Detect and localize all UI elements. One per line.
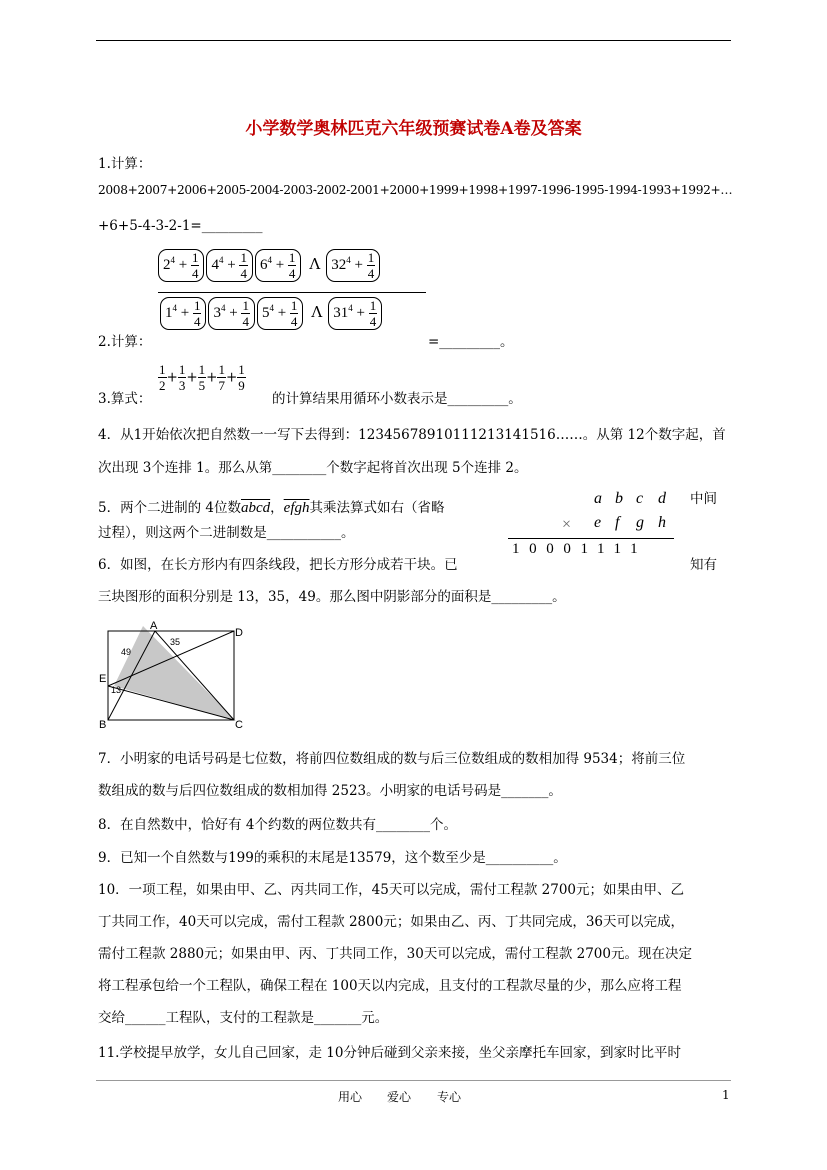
q5-side-b: 知有 — [690, 557, 717, 573]
q2-label: 2.计算： — [98, 334, 152, 350]
q3-expression: $\frac{1}{2}$ + $\frac{1}{3}$ + $\frac{1}{5}$ + $\frac{1}{7}$ + $\frac{1}{9}$ — [159, 362, 245, 393]
q10-line1: 10．一项工程，如果由甲、乙、丙共同工作，45天可以完成，需付工程款 2700元；如果由甲、乙 — [98, 882, 685, 898]
q1-line2: +6+5-4-3-2-1=_________ — [98, 218, 263, 234]
q1-label: 1.计算： — [98, 156, 152, 172]
label-d: D — [235, 627, 243, 639]
q2-num-term-1: $2^4$ + $\frac{1}{4}$ — [158, 249, 204, 282]
footer-word-1: 用心 — [338, 1090, 363, 1104]
mult-f: f — [615, 514, 620, 531]
area-13: 13 — [111, 685, 122, 695]
area-35: 35 — [170, 637, 181, 647]
mult-b: b — [615, 490, 623, 507]
q4-line2: 次出现 3个连排 1。那么从第________个数字起将首次出现 5个连排 2。 — [98, 460, 528, 476]
mult-a: a — [594, 490, 602, 507]
q10-line3: 需付工程款 2880元；如果由甲、丙、丁共同工作，30天可以完成，需付工程款 2700元。现在决定 — [98, 946, 692, 962]
q7-line1: 7．小明家的电话号码是七位数，将前四位数组成的数与后三位数组成的数相加得 9534；将前三位 — [98, 751, 686, 767]
mult-times: × — [562, 516, 572, 533]
mult-h: h — [658, 514, 666, 531]
q3-frac-4: $\frac{1}{7}$ — [218, 362, 225, 393]
q2-num-term-2: $4^4$ + $\frac{1}{4}$ — [206, 249, 252, 282]
q7-line2: 数组成的数与后四位数组成的数相加得 2523。小明家的电话号码是_______。 — [98, 783, 562, 799]
q1-line1: 2008+2007+2006+2005-2004-2003-2002-2001+2000+1999+1998+1997-1996-1995-1994-1993+1992+… — [98, 183, 733, 197]
q10-line4: 将工程承包给一个工程队，确保工程在 100天以内完成，且支付的工程款尽量的少，那么应将工程 — [98, 978, 682, 994]
q2-blank: =_________。 — [428, 334, 514, 350]
header-rule — [96, 40, 731, 41]
q3-frac-3: $\frac{1}{5}$ — [198, 362, 206, 393]
q10-line5: 交给______工程队，支付的工程款是_______元。 — [98, 1010, 389, 1026]
q5-abcd: abcd — [240, 500, 271, 516]
mult-g: g — [636, 514, 644, 531]
page-number: 1 — [722, 1088, 730, 1102]
q2-wedge-top: Λ — [309, 254, 321, 273]
q6-line2: 三块图形的面积分别是 13，35，49。那么图中阴影部分的面积是_________。 — [98, 589, 566, 605]
q2-den-term-4: $31^4$ + $\frac{1}{4}$ — [328, 297, 382, 330]
q3-frac-1: $\frac{1}{2}$ — [159, 362, 166, 393]
footer-word-2: 爱心 — [387, 1090, 412, 1104]
q9-line1: 9．已知一个自然数与199的乘积的末尾是13579，这个数至少是__________。 — [98, 850, 567, 866]
q5-side-a: 中间 — [690, 491, 717, 507]
mult-d: d — [658, 490, 666, 507]
q5-line1: 5．两个二进制的 4位数abcd，efgh其乘法算式如右（省略 — [98, 500, 445, 516]
q8-line1: 8．在自然数中，恰好有 4个约数的两位数共有________个。 — [98, 817, 457, 833]
label-e: E — [99, 673, 107, 685]
q2-den-term-2: $3^4$ + $\frac{1}{4}$ — [208, 297, 254, 330]
area-49: 49 — [121, 647, 132, 657]
q6-figure — [96, 618, 248, 732]
q2-denominator — [160, 297, 384, 330]
label-b: B — [99, 719, 107, 731]
q2-num-term-3: $6^4$ + $\frac{1}{4}$ — [255, 249, 301, 282]
q2-den-term-1: $1^4$ + $\frac{1}{4}$ — [160, 297, 206, 330]
q11-line1: 11.学校提早放学，女儿自己回家，走 10分钟后碰到父亲来接，坐父亲摩托车回家，到家时比平时 — [98, 1045, 681, 1061]
q3-frac-2: $\frac{1}{3}$ — [178, 362, 186, 393]
footer-rule — [96, 1080, 731, 1081]
q6-line1: 6．如图，在长方形内有四条线段，把长方形分成若干块。已 — [98, 557, 458, 573]
q2-fraction-bar — [158, 292, 426, 293]
q3-label: 3.算式： — [98, 391, 152, 407]
q2-num-term-4: $32^4$ + $\frac{1}{4}$ — [326, 249, 380, 282]
q4-line1: 4．从1开始依次把自然数一一写下去得到：12345678910111213141516……。从第 12个数字起，首 — [98, 427, 726, 443]
mult-result: 10001111 — [512, 541, 648, 557]
footer-word-3: 专心 — [437, 1090, 462, 1104]
q3-text: 的计算结果用循环小数表示是_________。 — [272, 391, 522, 407]
q2-wedge-bottom: Λ — [311, 302, 323, 321]
q5-line2: 过程），则这两个二进制数是___________。 — [98, 525, 355, 541]
q2-numerator — [158, 249, 382, 282]
mult-e: e — [594, 514, 602, 531]
q5-efgh: efgh — [283, 500, 310, 516]
mult-c: c — [636, 490, 644, 507]
page-title: 小学数学奥林匹克六年级预赛试卷A卷及答案 — [245, 119, 582, 139]
q10-line2: 丁共同工作，40天可以完成，需付工程款 2800元；如果由乙、丙、丁共同完成，36天可以完成， — [98, 914, 685, 930]
label-a: A — [150, 620, 158, 632]
q2-den-term-3: $5^4$ + $\frac{1}{4}$ — [257, 297, 303, 330]
label-c: C — [235, 719, 243, 731]
q3-frac-5: $\frac{1}{9}$ — [238, 362, 245, 393]
mult-rule — [508, 538, 674, 539]
